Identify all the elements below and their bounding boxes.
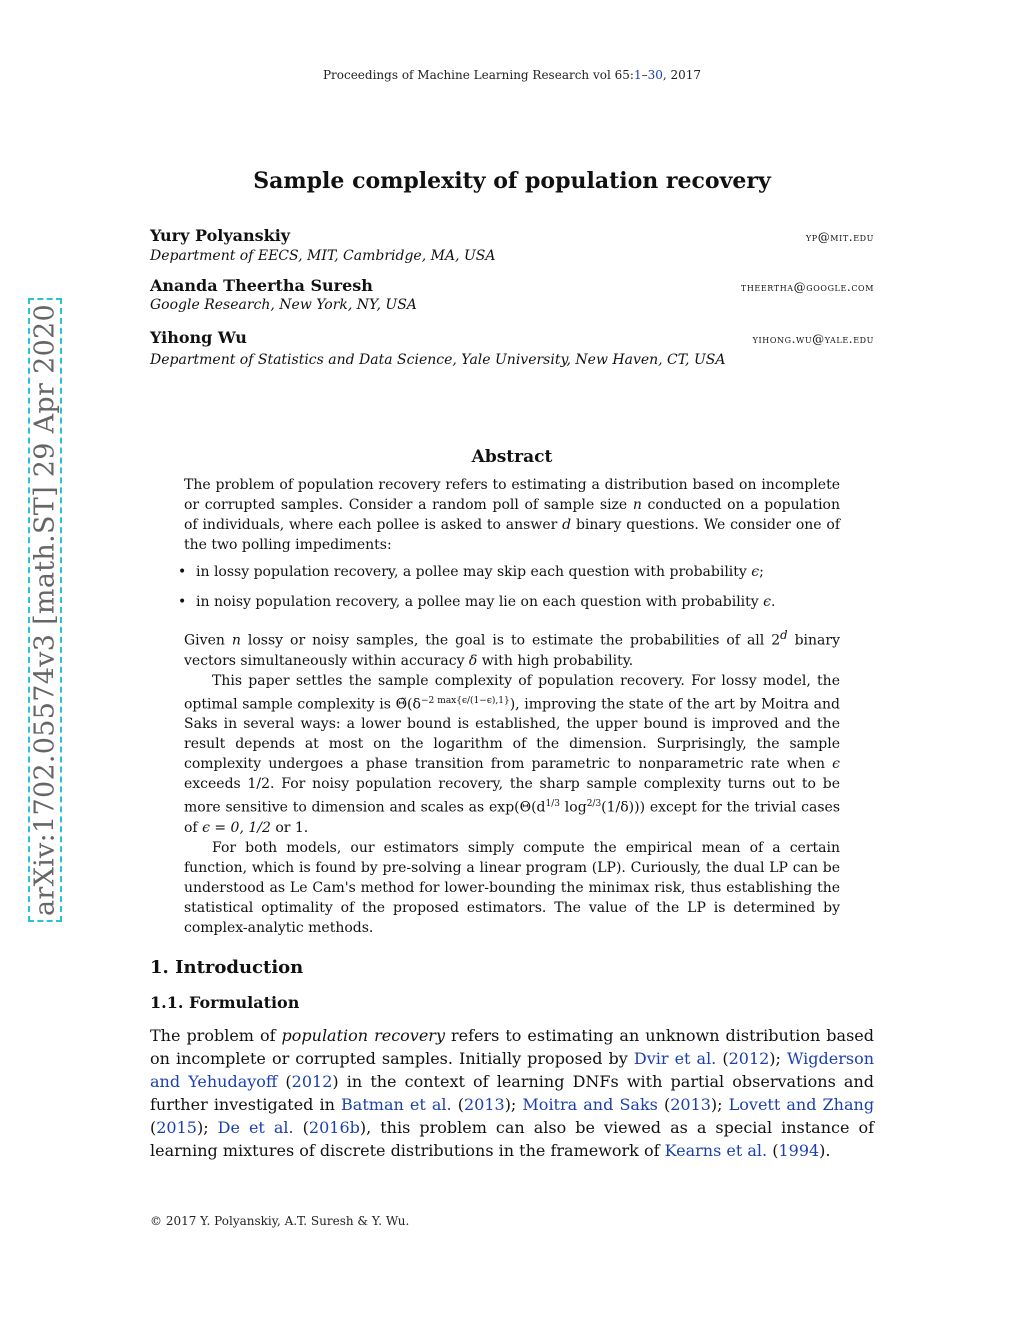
header-text: Proceedings of Machine Learning Research vol 65:	[322, 68, 634, 82]
subsection-heading: 1.1. Formulation	[150, 993, 300, 1012]
bullet-item: • in lossy population recovery, a pollee may skip each question with probability ϵ;	[178, 564, 764, 580]
citation-link[interactable]: Kearns et al.	[664, 1141, 768, 1160]
abstract-bullet-list	[178, 564, 840, 624]
citation-year-link[interactable]: 2013	[670, 1095, 711, 1114]
arxiv-stamp-text: arXiv:1702.05574v3 [math.ST] 29 Apr 2020	[29, 303, 61, 917]
author-name: Yihong Wu	[150, 328, 247, 347]
abstract-heading: Abstract	[471, 447, 553, 467]
author-affiliation: Department of Statistics and Data Science, Yale University, New Haven, CT, USA	[150, 352, 726, 368]
arxiv-stamp[interactable]	[28, 298, 62, 922]
author-email: theertha@google.com	[740, 280, 874, 294]
citation-link[interactable]: Wigderson and Yehudayoff	[150, 1049, 875, 1091]
intro-paragraph: The problem of population recovery refers to estimating an unknown distribution based on incomplete or corrupted samples. Initially proposed by Dvir et al. (2012); Wigderson and Yehudayoff (2012) in the context of learning DNFs with partial observations and further investigated in Batman et al. (2013); Moitra and Saks (2013); Lovett and Zhang (2015); De et al. (2016b), this problem can also be viewed as a special instance of learning mixtures of discrete distributions in the framework of Kearns et al. (1994).	[150, 1026, 875, 1160]
citation-link[interactable]: Dvir et al.	[633, 1049, 717, 1068]
citation-year-link[interactable]: 1994	[778, 1141, 820, 1160]
citation-year-link[interactable]: 2013	[463, 1095, 505, 1114]
citation-year-link[interactable]: 2012	[291, 1072, 333, 1091]
header-page-end-link[interactable]: 30	[647, 68, 663, 82]
header-year: , 2017	[662, 68, 702, 82]
running-header	[0, 68, 1024, 82]
author-name: Ananda Theertha Suresh	[150, 276, 373, 295]
abstract-paragraph: Given n lossy or noisy samples, the goal is to estimate the probabilities of all 2$^d$ binary vectors simultaneously within accuracy δ with high probability. This paper settles the sample complexity of population recovery. For lossy model, the optimal sample complexity is $\Thetã(\delta^{-2 max\{\epsilon/(1-\epsilon),1\}})$, improving the state of the art by Moitra and Saks in several ways: a lower bound is established, the upper bound is improved and the result depends at most on the logarithm of the dimension. Surprisingly, the sample complexity undergoes a phase transition from parametric to nonparametric rate when ϵ exceeds 1/2. For noisy population recovery, the sharp sample complexity turns out to be more sensitive to dimension and scales as $\exp(\Theta(d^{1/3}$ $\log^{2/3}(1/\delta)$)) except for the trivial cases of ϵ = 0, 1/2 or 1. For both models, our estimators simply compute the empirical mean of a certain function, which is found by pre-solving a linear program (LP). Curiously, the dual LP can be understood as Le Cam's method for lower-bounding the minimax risk, thus establishing the statistical optimality of the proposed estimators. The value of the LP is determined by complex-analytic methods.	[184, 628, 840, 936]
bullet-icon: •	[178, 564, 187, 580]
citation-year-link[interactable]: 2012	[728, 1049, 770, 1068]
header-dash: –	[641, 68, 648, 82]
citation-link[interactable]: Lovett and Zhang	[728, 1095, 875, 1114]
paper-title: Sample complexity of population recovery	[253, 168, 771, 194]
author-affiliation: Google Research, New York, NY, USA	[150, 297, 417, 313]
bullet-icon: •	[178, 594, 187, 610]
citation-link[interactable]: Batman et al.	[341, 1095, 452, 1114]
citation-year-link[interactable]: 2016b	[308, 1118, 360, 1137]
citation-year-link[interactable]: 2015	[156, 1118, 197, 1137]
header-page-start-link[interactable]: 1	[633, 68, 642, 82]
abstract-paragraph: The problem of population recovery refers to estimating a distribution based on incomplete or corrupted samples. Consider a random poll of sample size n conducted on a population of individuals, where each pollee is asked to answer d binary questions. We consider one of the two polling impediments:	[184, 477, 841, 553]
section-heading: 1. Introduction	[150, 957, 304, 978]
citation-link[interactable]: De et al.	[217, 1118, 294, 1137]
author-email: yp@mit.edu	[805, 230, 874, 244]
author-name: Yury Polyanskiy	[150, 226, 291, 245]
citation-link[interactable]: Moitra and Saks	[522, 1095, 658, 1114]
bullet-item: • in noisy population recovery, a pollee may lie on each question with probability ϵ.	[178, 594, 776, 610]
copyright-footer: © 2017 Y. Polyanskiy, A.T. Suresh & Y. Wu.	[150, 1214, 410, 1228]
author-affiliation: Department of EECS, MIT, Cambridge, MA, USA	[150, 248, 496, 264]
author-email: yihong.wu@yale.edu	[752, 332, 874, 346]
